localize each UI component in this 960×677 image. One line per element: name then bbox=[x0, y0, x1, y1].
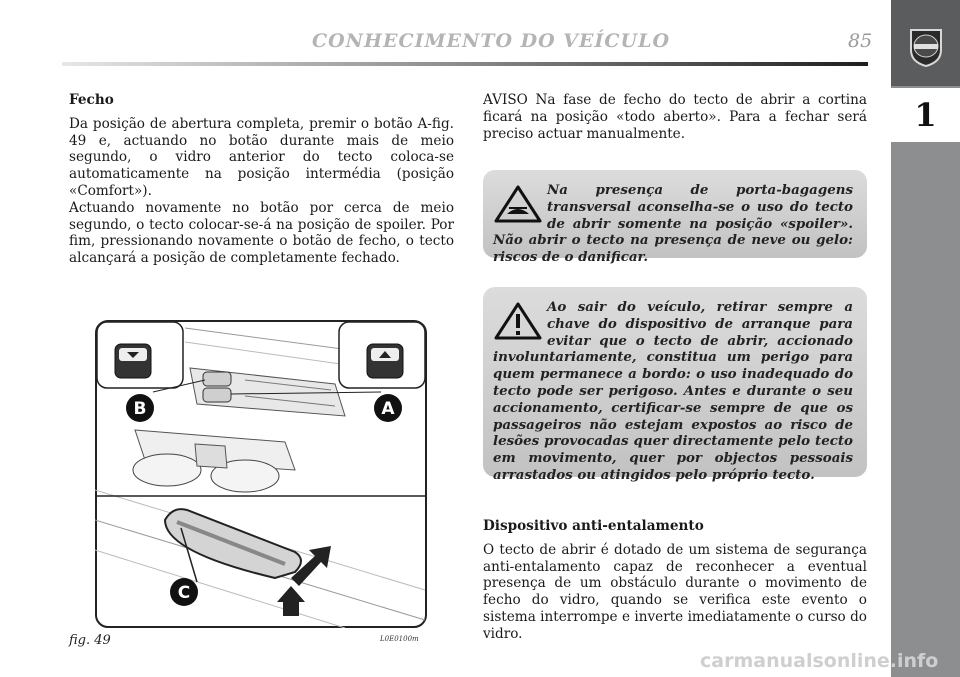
section-heading-anti-entrapment: Dispositivo anti-entalamento bbox=[483, 518, 704, 534]
roof-rack-warning-icon bbox=[493, 184, 543, 224]
svg-text:A: A bbox=[381, 399, 395, 419]
figure-caption: fig. 49 bbox=[69, 633, 111, 648]
page-number: 85 bbox=[848, 30, 873, 52]
figure-label-b bbox=[126, 394, 154, 422]
paragraph: Da posição de abertura completa, premir o botão A-fig. 49 e, actuando no botão durante mais de meio segundo, o vidro anterior do tecto coloca-se automaticamente na posição intermédia (posição «Comfort»). bbox=[69, 115, 454, 199]
chapter-sidebar bbox=[891, 0, 960, 677]
header-rule bbox=[62, 62, 868, 66]
paragraph: O tecto de abrir é dotado de um sistema de segurança anti-entalamento capaz de reconhecer a eventual presença de um obstáculo durante o movimento de fecho do vidro, quando se verifica este evento o sistema interrompe e inverte imediatamente o curso do vidro. bbox=[483, 541, 867, 642]
left-column bbox=[69, 92, 454, 267]
aviso-paragraph: AVISO Na fase de fecho do tecto de abrir a cortina ficará na posição «todo aberto». Para a fechar será preciso actuar manualmente. bbox=[483, 92, 867, 142]
figure-49-roof-controls bbox=[95, 320, 427, 628]
warning-text: Ao sair do veículo, retirar sempre a chave do dispositivo de arranque para evitar que o tecto de abrir, accionado involuntariamente, constitua um perigo para quem permanece a bordo: o uso inadequado do tecto pode ser perigoso. Antes e durante o seu accionamento, certificar-se sempre de que os passageiros não estejam expostos ao risco de lesões provocadas quer directamente pelo tecto em movimento, quer por objectos pessoais arrastados ou atingidos pelo próprio tecto. bbox=[493, 299, 853, 483]
anti-entrapment-section bbox=[483, 518, 867, 643]
warning-box-key bbox=[483, 287, 867, 483]
warning-box-roof-rack bbox=[483, 170, 867, 266]
exclamation-warning-icon bbox=[493, 301, 543, 341]
watermark: carmanualsonline.info bbox=[700, 650, 939, 672]
figure-label-a bbox=[374, 394, 402, 422]
sidebar-logo-area bbox=[891, 0, 960, 86]
right-column bbox=[483, 92, 867, 142]
warning-text: Na presença de porta-bagagens transversal aconselha-se o uso do tecto de abrir somente na posição «spoiler». Não abrir o tecto na presença de neve ou gelo: riscos de o danificar. bbox=[493, 182, 853, 266]
svg-text:C: C bbox=[177, 583, 191, 603]
lancia-logo-icon bbox=[907, 26, 945, 68]
figure-label-c bbox=[170, 578, 198, 606]
section-heading-fecho: Fecho bbox=[69, 92, 114, 108]
page-header-title: CONHECIMENTO DO VEÍCULO bbox=[312, 30, 671, 52]
chapter-number: 1 bbox=[914, 96, 937, 134]
svg-text:B: B bbox=[133, 399, 147, 419]
figure-code: L0E0100m bbox=[380, 635, 419, 643]
paragraph: Actuando novamente no botão por cerca de meio segundo, o tecto colocar-se-á na posição de spoiler. Por fim, pressionando novamente o botão de fecho, o tecto alcançará a posição de completamente fechado. bbox=[69, 199, 454, 267]
